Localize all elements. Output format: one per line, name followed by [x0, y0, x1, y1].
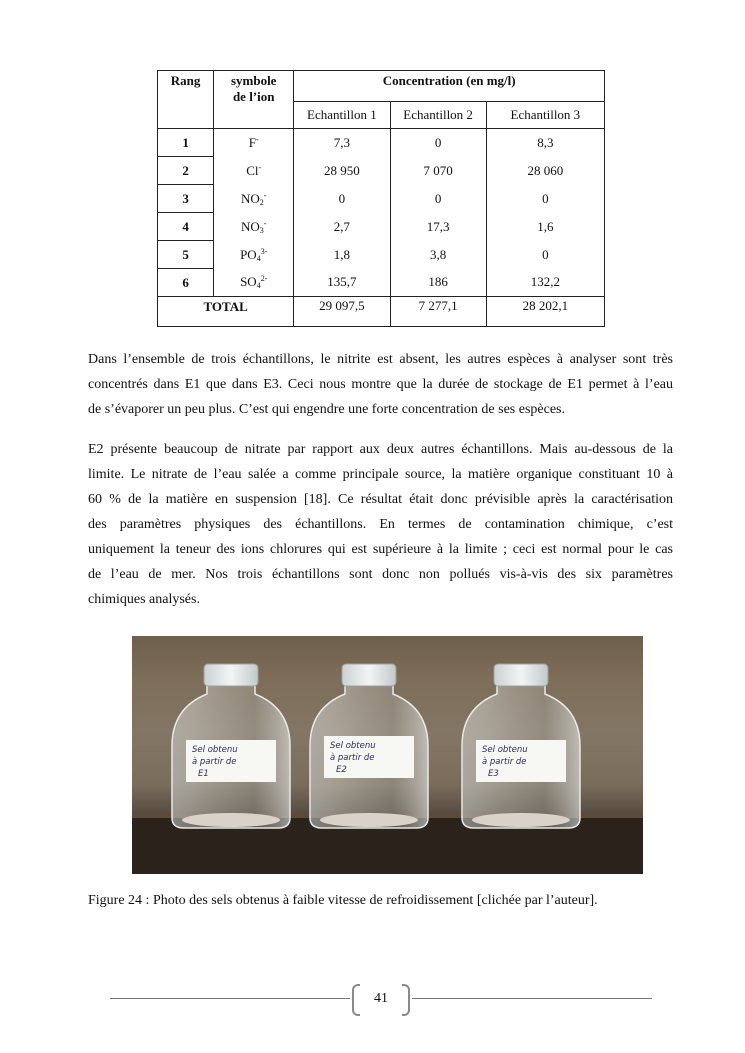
ion-subscript: 2 [259, 197, 264, 207]
ion-charge: - [263, 190, 267, 200]
table-row [158, 129, 605, 157]
ion-charge: - [258, 162, 262, 172]
table-row [158, 213, 605, 241]
ion-base: SO [240, 274, 257, 290]
ion-charge: 3- [260, 246, 268, 256]
photo-illustration [132, 636, 643, 874]
ion-subscript: 3 [259, 225, 264, 235]
jar-label-line: à partir de [330, 753, 375, 763]
ion-subscript: 4 [256, 281, 261, 291]
header-sample-3: Echantillon 3 [486, 102, 604, 129]
cell-e2: 17,3 [390, 213, 486, 241]
paragraph-1 [88, 347, 673, 422]
total-e3: 28 202,1 [486, 297, 604, 327]
jar-label-line: E1 [198, 769, 209, 779]
total-e1: 29 097,5 [294, 297, 390, 327]
photo-salt-jars [132, 636, 643, 874]
paragraph-line: uniquement la teneur des ions chlorures qui est supérieure à la limite ; ceci est normal pour le cas [88, 542, 673, 557]
cell-e1: 135,7 [294, 269, 390, 297]
cell-ion-symbol [214, 129, 294, 157]
cell-e3: 28 060 [486, 157, 604, 185]
cell-e3: 8,3 [486, 129, 604, 157]
ion-base: Cl [246, 162, 259, 178]
ion-subscript: 4 [256, 253, 261, 263]
jar-label-line: Sel obtenu [192, 745, 238, 755]
paragraph-line: de s’évaporer un peu plus. C’est qui engendre une forte concentration de ses espèces. [88, 402, 565, 417]
ion-base: NO [240, 190, 260, 206]
cell-e3: 0 [486, 241, 604, 269]
jar-label-line: à partir de [192, 757, 237, 767]
cell-e2: 7 070 [390, 157, 486, 185]
cell-e3: 0 [486, 185, 604, 213]
footer-rule-left [110, 998, 350, 999]
cell-rang: 4 [158, 213, 214, 241]
paragraph-2 [88, 437, 673, 612]
cell-ion-symbol [214, 185, 294, 213]
cell-rang: 1 [158, 129, 214, 157]
paragraph-line: Dans l’ensemble de trois échantillons, le nitrite est absent, les autres espèces à analyser sont très [88, 352, 673, 367]
total-e2: 7 277,1 [390, 297, 486, 327]
table-row [158, 157, 605, 185]
footer-rule-right [412, 998, 652, 999]
ion-charge: - [263, 218, 267, 228]
cell-e1: 2,7 [294, 213, 390, 241]
table-row [158, 269, 605, 297]
ion-base: NO [240, 218, 260, 234]
concentration-table [157, 70, 605, 327]
cell-e1: 28 950 [294, 157, 390, 185]
cell-ion-symbol [214, 213, 294, 241]
header-symbole-line1: symbole [230, 73, 277, 88]
paragraph-line: 60 % de la matière en suspension [18]. Ce résultat était donc prévisible après la caractérisation [88, 492, 673, 507]
cell-ion-symbol [214, 241, 294, 269]
cell-e2: 3,8 [390, 241, 486, 269]
jar-label-line: Sel obtenu [482, 745, 528, 755]
cell-e3: 132,2 [486, 269, 604, 297]
jar-label-line: à partir de [482, 757, 527, 767]
cell-rang: 3 [158, 185, 214, 213]
ion-base: F [248, 134, 256, 150]
paragraph-line: des paramètres physiques des échantillons. En termes de contamination chimique, c’est [88, 517, 673, 532]
cell-rang: 2 [158, 157, 214, 185]
cell-ion-symbol [214, 157, 294, 185]
jar-label-line: E3 [488, 769, 499, 779]
total-label: TOTAL [158, 297, 294, 327]
paragraph-line: E2 présente beaucoup de nitrate par rapport aux deux autres échantillons. Mais au-dessous de la [88, 442, 673, 457]
header-symbole [214, 71, 294, 129]
figure-caption: Figure 24 : Photo des sels obtenus à faible vitesse de refroidissement [clichée par l’auteur]. [88, 893, 598, 908]
cell-e2: 0 [390, 129, 486, 157]
header-rang: Rang [158, 71, 214, 129]
paragraph-line: chimiques analysés. [88, 592, 200, 607]
paragraph-line: limite. Le nitrate de l’eau salée a comme principale source, la matière organique constituant 10 à [88, 467, 673, 482]
cell-e2: 186 [390, 269, 486, 297]
jar-label-line: E2 [336, 765, 347, 775]
cell-e1: 1,8 [294, 241, 390, 269]
cell-e3: 1,6 [486, 213, 604, 241]
table-row [158, 185, 605, 213]
paragraph-line: concentrés dans E1 que dans E3. Ceci nous montre que la durée de stockage de E1 permet à l’eau [88, 377, 673, 392]
cell-rang: 5 [158, 241, 214, 269]
ion-charge: - [255, 134, 259, 144]
header-sample-2: Echantillon 2 [390, 102, 486, 129]
cell-e2: 0 [390, 185, 486, 213]
header-concentration: Concentration (en mg/l) [294, 71, 605, 102]
paragraph-line: de l’eau de mer. Nos trois échantillons sont donc non pollués vis-à-vis des six paramètres [88, 567, 673, 582]
header-symbole-line2: de l’ion [232, 89, 275, 104]
cell-e1: 0 [294, 185, 390, 213]
header-sample-1: Echantillon 1 [294, 102, 390, 129]
table-row [158, 241, 605, 269]
cell-rang: 6 [158, 269, 214, 297]
ion-base: PO [240, 246, 257, 262]
jar-label-line: Sel obtenu [330, 741, 376, 751]
ion-charge: 2- [260, 274, 268, 284]
cell-e1: 7,3 [294, 129, 390, 157]
cell-ion-symbol [214, 269, 294, 297]
page-number: 41 [374, 991, 388, 1006]
